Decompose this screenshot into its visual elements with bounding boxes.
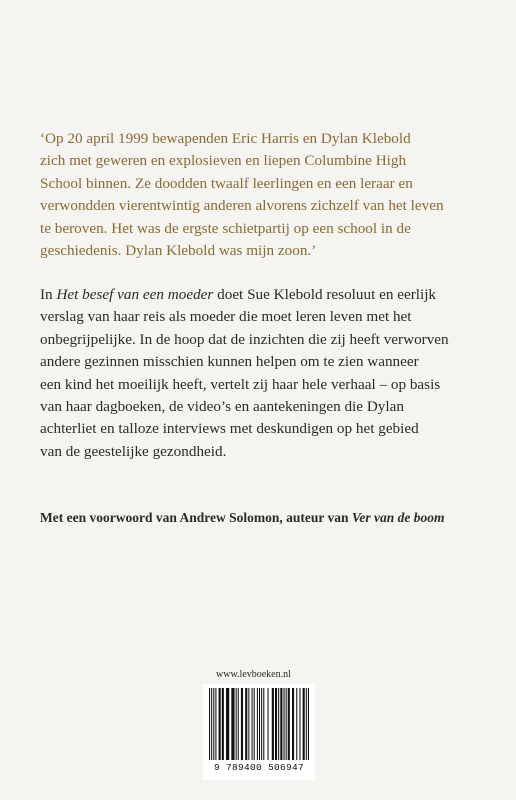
barcode-bar [263,688,264,760]
barcode-bar [259,688,260,760]
barcode-bar [308,688,309,760]
barcode-bar [219,688,221,760]
barcode-bar [280,688,282,760]
barcode-bar [303,688,305,760]
book-description [40,284,480,463]
description-line: andere gezinnen misschien kunnen helpen om te zien wanneer [40,353,419,371]
barcode-bar [261,688,262,760]
barcode-bar [268,688,269,760]
barcode-bar [288,688,290,760]
quote-line: School binnen. Ze doodden twaalf leerlingen en een leraar en [40,174,413,192]
barcode-bar [231,688,234,760]
barcode-bar [211,688,212,760]
barcode-bar [245,688,247,760]
barcode-bar [299,688,300,760]
description-suffix: doet Sue Klebold resoluut en eerlijk [213,286,437,303]
barcode-bar [236,688,237,760]
description-line: verslag van haar reis als moeder die moet leren leven met het [40,308,412,326]
barcode-bar [286,688,287,760]
description-line: een kind het moeilijk heeft, vertelt zij haar hele verhaal – op basis [40,375,441,393]
description-line [40,284,480,306]
barcode-bars [209,688,309,764]
book-title: Het besef van een moeder [56,286,214,303]
barcode [203,684,315,780]
isbn-number: 9 789400 506947 [213,762,304,773]
barcode-bar [252,688,253,760]
publisher-url: www.levboeken.nl [216,669,291,680]
quote-line: verwondden vierentwintig anderen alvorens zichzelf van het leven [40,197,444,215]
opening-quote [40,128,480,262]
description-line: van de geestelijke gezondheid. [40,442,227,460]
barcode-bar [306,688,307,760]
barcode-bar [283,688,284,760]
quote-line: zich met geweren en explosieven en liepen Columbine High [40,152,407,170]
quote-line: te beroven. Het was de ergste schietpartij op een school in de [40,219,411,237]
foreword-book-title: Ver van de boom [351,510,445,525]
barcode-bar [222,688,224,760]
quote-line: geschiedenis. Dylan Klebold was mijn zoon.’ [40,242,317,260]
barcode-bar [213,688,214,760]
description-line: onbegrijpelijke. In de hoop dat de inzichten die zij heeft verworven [40,330,449,348]
foreword-prefix: Met een voorwoord van Andrew Solomon, auteur van [40,510,352,525]
barcode-bar [241,688,243,760]
description-line: achterliet en talloze interviews met deskundigen op het gebied [40,420,419,438]
barcode-bar [272,688,274,760]
barcode-bar [257,688,258,760]
description-line: van haar dagboeken, de video’s en aantekeningen die Dylan [40,398,404,416]
barcode-bar [209,688,210,760]
barcode-bar [248,688,249,760]
barcode-bar [254,688,255,760]
barcode-bar [226,688,229,760]
barcode-bar [238,688,239,760]
barcode-bar [296,688,297,760]
barcode-bar [278,688,279,760]
barcode-bar [292,688,294,760]
description-prefix: In [40,286,57,303]
barcode-bar [215,688,216,760]
foreword-credit [40,509,480,527]
barcode-bar [275,688,277,760]
quote-line: ‘Op 20 april 1999 bewapenden Eric Harris en Dylan Klebold [40,130,411,147]
